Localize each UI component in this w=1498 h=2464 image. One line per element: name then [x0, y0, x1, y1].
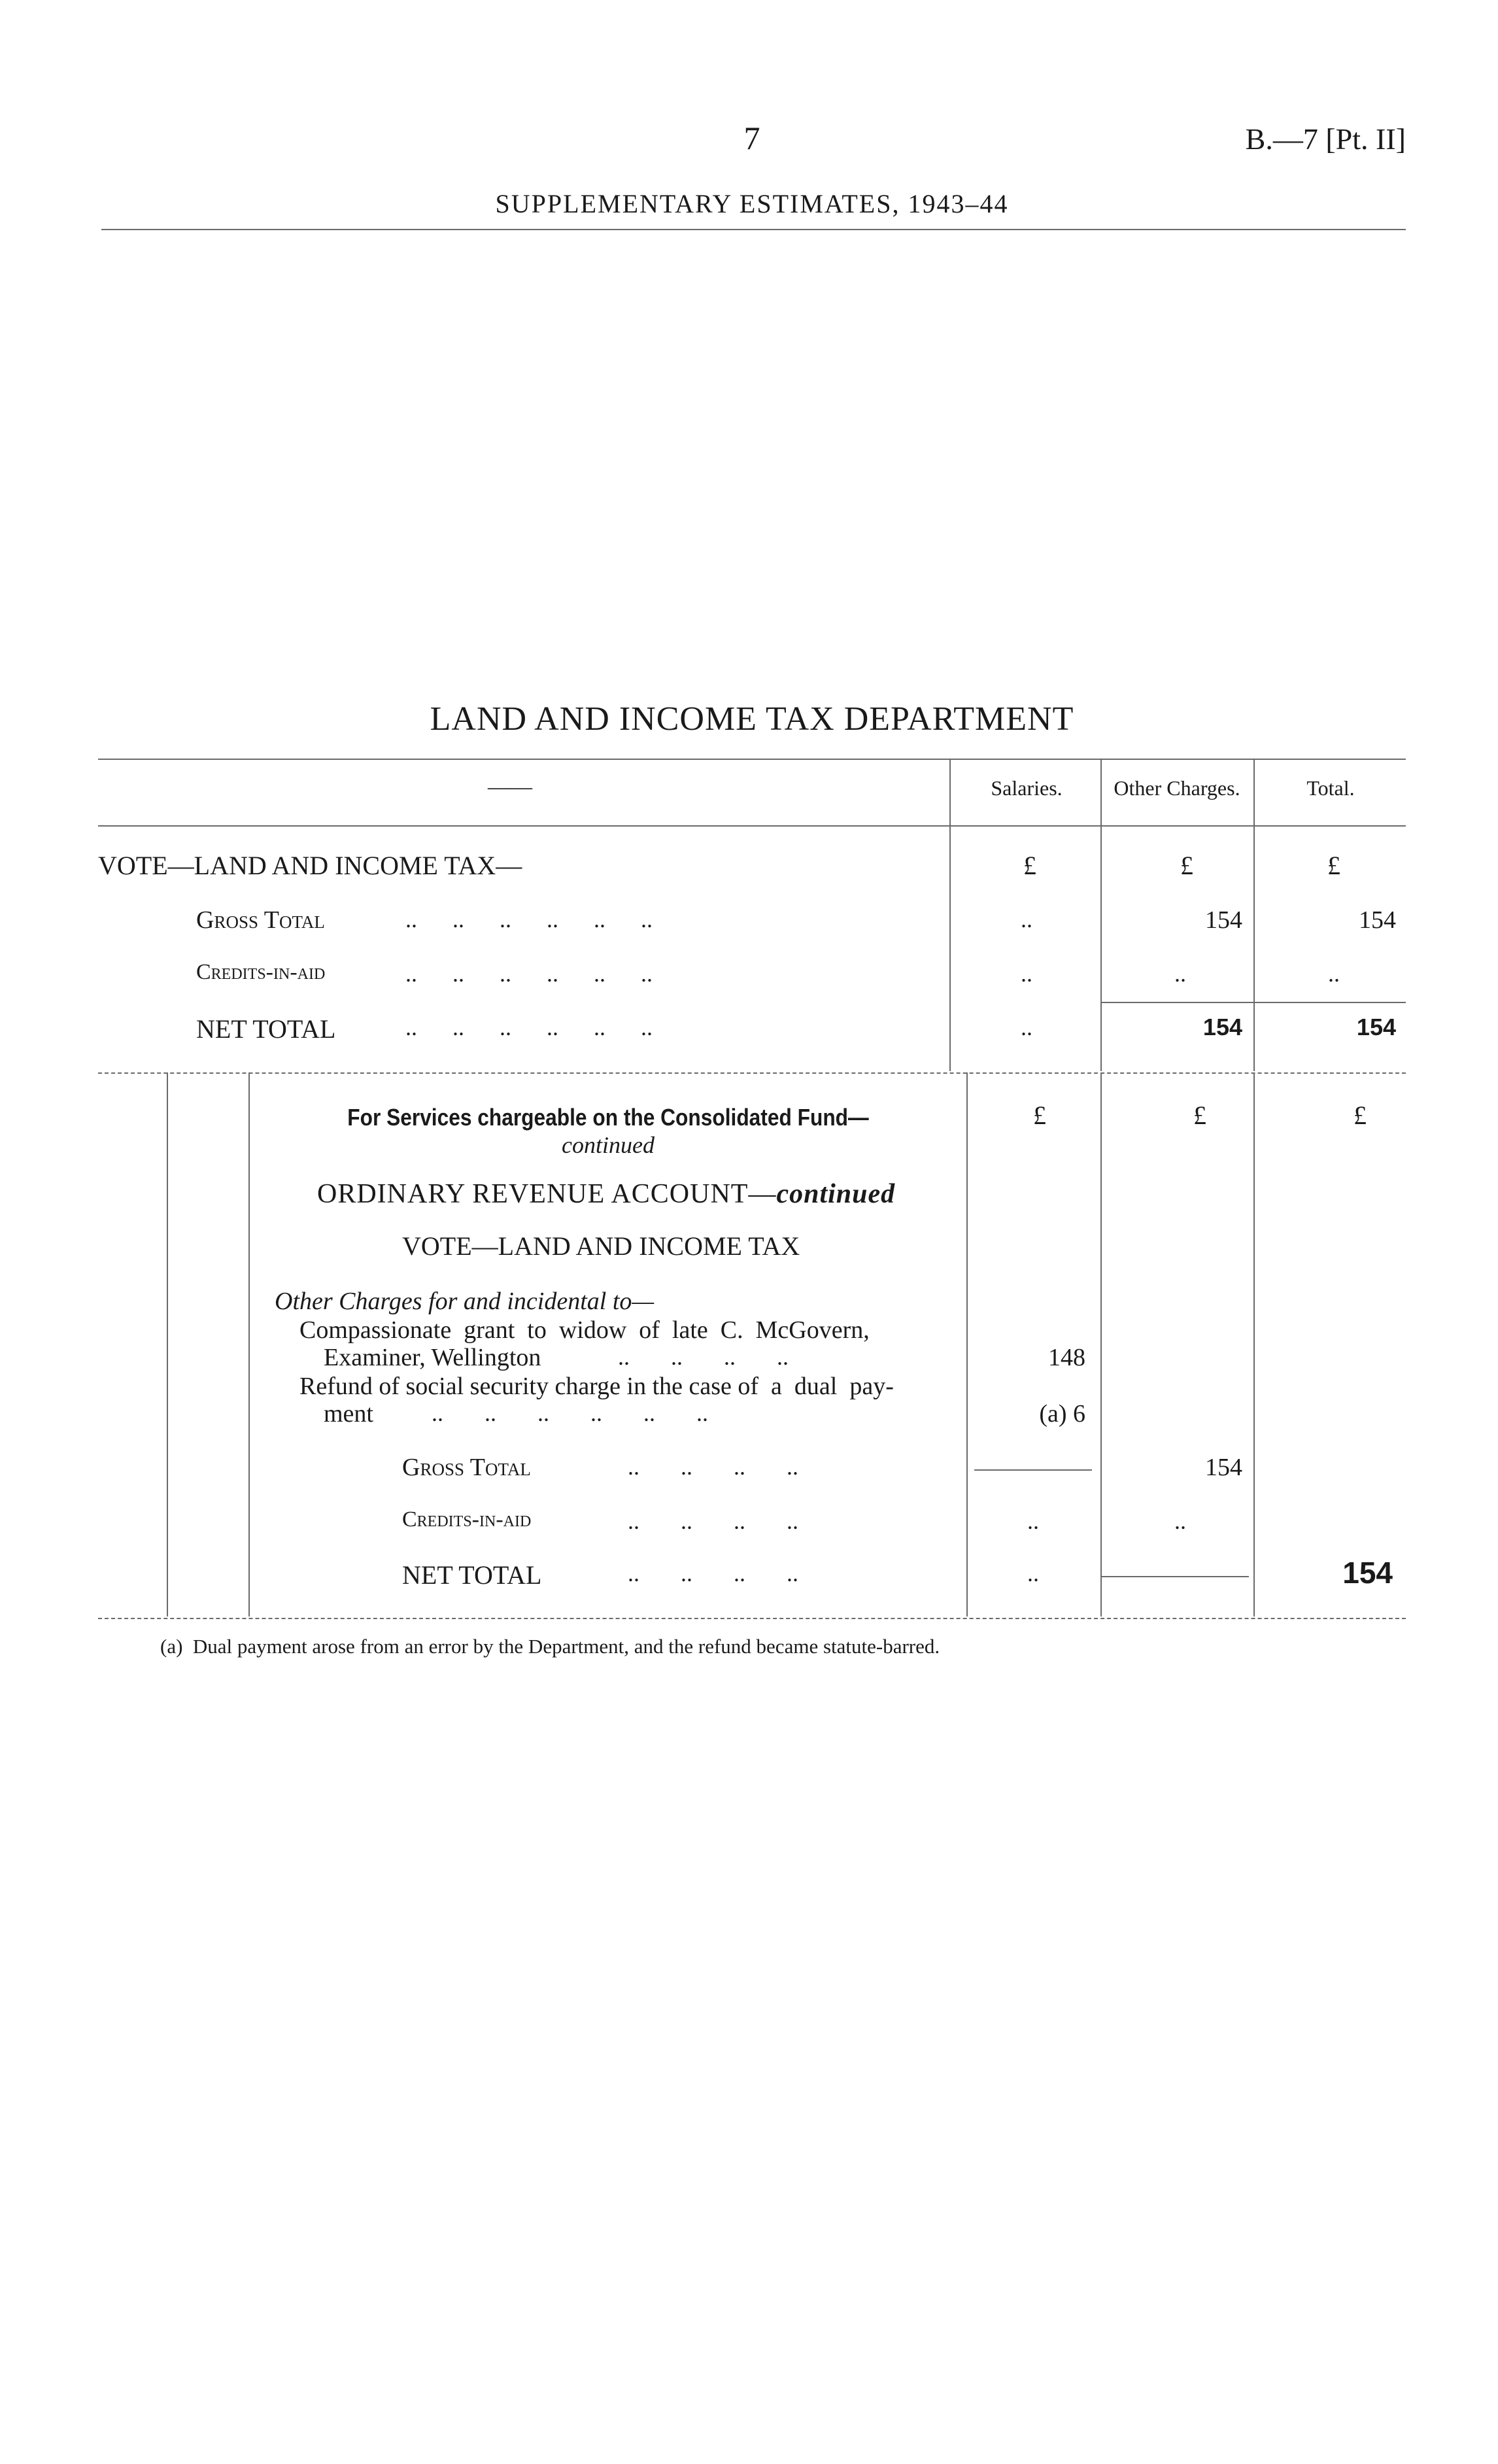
summary-stub-header: ——: [488, 775, 532, 799]
currency-other-charges: £: [1180, 851, 1193, 880]
leader-dots: .. .. .. .. .. ..: [405, 1014, 653, 1040]
currency-total: £: [1353, 1101, 1367, 1130]
subtotal-rule: [1102, 1576, 1249, 1577]
salaries-value: ..: [1027, 1508, 1039, 1534]
total-value: 154: [1356, 1014, 1396, 1040]
department-title: LAND AND INCOME TAX DEPARTMENT: [430, 700, 1074, 738]
row-label: Credits-in-aid: [402, 1507, 532, 1531]
account-heading: [317, 1178, 895, 1210]
services-continued: continued: [562, 1132, 655, 1158]
subtotal-rule: [974, 1469, 1092, 1471]
row-label: NET TOTAL: [402, 1560, 542, 1590]
account-heading-text: ORDINARY REVENUE ACCOUNT—: [317, 1179, 777, 1209]
total-value: 154: [1359, 906, 1396, 934]
summary-col-divider: [949, 759, 951, 1071]
detail-col-divider: [1100, 1072, 1102, 1617]
column-header-salaries: Salaries.: [991, 776, 1063, 800]
summary-top-rule: [98, 759, 1406, 760]
leader-dots: .. .. .. ..: [618, 1344, 789, 1370]
column-header-other-charges: Other Charges.: [1114, 776, 1240, 800]
header-rule: [101, 229, 1406, 230]
leader-dots: .. .. .. ..: [628, 1560, 798, 1586]
salaries-value: ..: [1021, 961, 1032, 987]
column-header-total: Total.: [1306, 776, 1355, 800]
item-text-line: Refund of social security charge in the case of a dual pay-: [299, 1373, 894, 1400]
other-charges-value: ..: [1174, 1508, 1186, 1534]
services-heading: For Services chargeable on the Consolidated Fund—: [347, 1104, 869, 1131]
salaries-value: ..: [1021, 1014, 1032, 1040]
page-number: 7: [743, 120, 760, 156]
salaries-value: ..: [1021, 906, 1032, 933]
summary-header-rule: [98, 825, 1406, 827]
item-text-line: Compassionate grant to widow of late C. McGovern,: [299, 1316, 870, 1344]
leader-dots: .. .. .. .. .. ..: [432, 1400, 708, 1426]
summary-col-divider: [1100, 759, 1102, 1071]
leader-dots: .. .. .. .. .. ..: [405, 906, 653, 933]
currency-total: £: [1327, 851, 1340, 880]
vote-heading: VOTE—LAND AND INCOME TAX: [402, 1231, 800, 1261]
detail-col-divider: [1253, 1072, 1255, 1617]
currency-salaries: £: [1033, 1101, 1046, 1130]
other-charges-value: 154: [1205, 906, 1242, 934]
other-charges-value: 154: [1202, 1014, 1242, 1040]
document-reference: B.—7 [Pt. II]: [1245, 122, 1406, 156]
other-charges-value: 154: [1205, 1454, 1242, 1481]
item-text-line: ment: [324, 1400, 373, 1428]
currency-other-charges: £: [1193, 1101, 1206, 1130]
item-text-line: Examiner, Wellington: [324, 1344, 541, 1371]
currency-salaries: £: [1023, 851, 1036, 880]
detail-bottom-rule: [98, 1618, 1406, 1619]
leader-dots: .. .. .. ..: [628, 1454, 798, 1480]
detail-col-divider: [167, 1072, 168, 1617]
salaries-value: 148: [1048, 1344, 1085, 1371]
other-charges-heading: Other Charges for and incidental to—: [275, 1288, 655, 1315]
leader-dots: .. .. .. ..: [628, 1508, 798, 1534]
row-label: Credits-in-aid: [196, 960, 326, 984]
row-label: Gross Total: [402, 1454, 531, 1481]
summary-subtotal-rule: [1100, 1002, 1406, 1003]
total-value: ..: [1328, 961, 1340, 987]
summary-vote-label: VOTE—LAND AND INCOME TAX—: [98, 851, 522, 880]
summary-bottom-rule: [98, 1072, 1406, 1074]
account-continued: continued: [776, 1179, 896, 1209]
detail-col-divider: [966, 1072, 968, 1617]
footnote: (a) Dual payment arose from an error by the Department, and the refund became statute-barred.: [160, 1635, 940, 1658]
summary-col-divider: [1253, 759, 1255, 1071]
total-value: 154: [1342, 1556, 1393, 1590]
running-title: SUPPLEMENTARY ESTIMATES, 1943–44: [495, 189, 1009, 218]
leader-dots: .. .. .. .. .. ..: [405, 961, 653, 987]
row-label: Gross Total: [196, 906, 325, 934]
salaries-value: (a) 6: [1039, 1400, 1085, 1428]
salaries-value: ..: [1027, 1560, 1039, 1586]
row-label: NET TOTAL: [196, 1014, 336, 1044]
other-charges-value: ..: [1174, 961, 1186, 987]
detail-col-divider: [248, 1072, 250, 1617]
